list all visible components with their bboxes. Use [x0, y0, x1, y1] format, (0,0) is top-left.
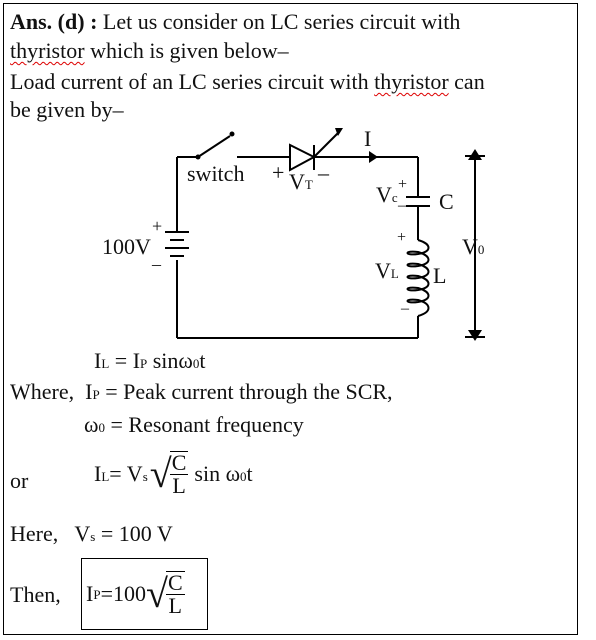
vt-plus: +	[272, 160, 285, 185]
thyristor-triangle	[290, 145, 314, 170]
fraction-c-over-l-final: $\frac{C}{L}$	[167, 570, 183, 618]
line-3-pre: Load current of an LC series circuit with	[10, 69, 375, 94]
line-2-text: which is given below–	[84, 38, 289, 63]
inductor-label: L	[433, 263, 447, 288]
vl-plus: +	[397, 229, 407, 246]
source-plus: +	[152, 216, 163, 236]
sqrt-icon: √	[145, 571, 168, 616]
final-equation: I P =100 √ $\frac{C}{L}$	[86, 570, 183, 618]
spellcheck-word: thyristor	[374, 69, 449, 94]
switch-tip	[230, 132, 235, 137]
switch-pivot	[196, 155, 201, 160]
fraction-c-over-l: $\frac{C}{L}$	[171, 450, 187, 498]
capacitor-label: C	[439, 189, 454, 214]
spellcheck-word: thyristor	[10, 38, 85, 63]
or-label: or	[10, 468, 29, 493]
line-4: be given by–	[10, 97, 124, 122]
or-equation: I L = V s √ $\frac{C}{L}$ sin ω 0 t	[94, 450, 253, 498]
v0-arrow-bottom	[468, 330, 482, 341]
line-3-post: can	[448, 69, 485, 94]
vl-label: VL	[375, 258, 399, 283]
source-minus: –	[152, 254, 161, 274]
vt-label: VT	[289, 169, 313, 194]
vc-label: Vc	[376, 182, 398, 207]
inductor-coil	[408, 240, 429, 316]
answer-label: Ans. (d) :	[10, 9, 98, 34]
here-line: Here, Vs = 100 V	[10, 521, 173, 546]
vl-minus: –	[401, 300, 409, 317]
switch-label: switch	[187, 161, 245, 186]
thyristor-gate	[314, 133, 338, 157]
v0-arrow-top	[468, 149, 482, 160]
eq-load-current: IL = IP sinω0t	[94, 348, 206, 373]
vt-minus: –	[318, 160, 329, 185]
current-arrow	[369, 151, 378, 163]
v0-label: V0	[462, 234, 485, 259]
source-label: 100V	[102, 234, 151, 259]
omega-line: ω0 = Resonant frequency	[84, 412, 304, 437]
current-label: I	[364, 126, 372, 151]
then-label: Then,	[10, 582, 61, 607]
where-line: Where, IP = Peak current through the SCR,	[10, 379, 393, 404]
sqrt-icon: √	[149, 451, 172, 496]
switch-blade	[198, 136, 230, 157]
vc-plus: +	[398, 176, 408, 193]
vc-minus: –	[398, 197, 406, 214]
line-1-text: Let us consider on LC series circuit with	[97, 9, 461, 34]
